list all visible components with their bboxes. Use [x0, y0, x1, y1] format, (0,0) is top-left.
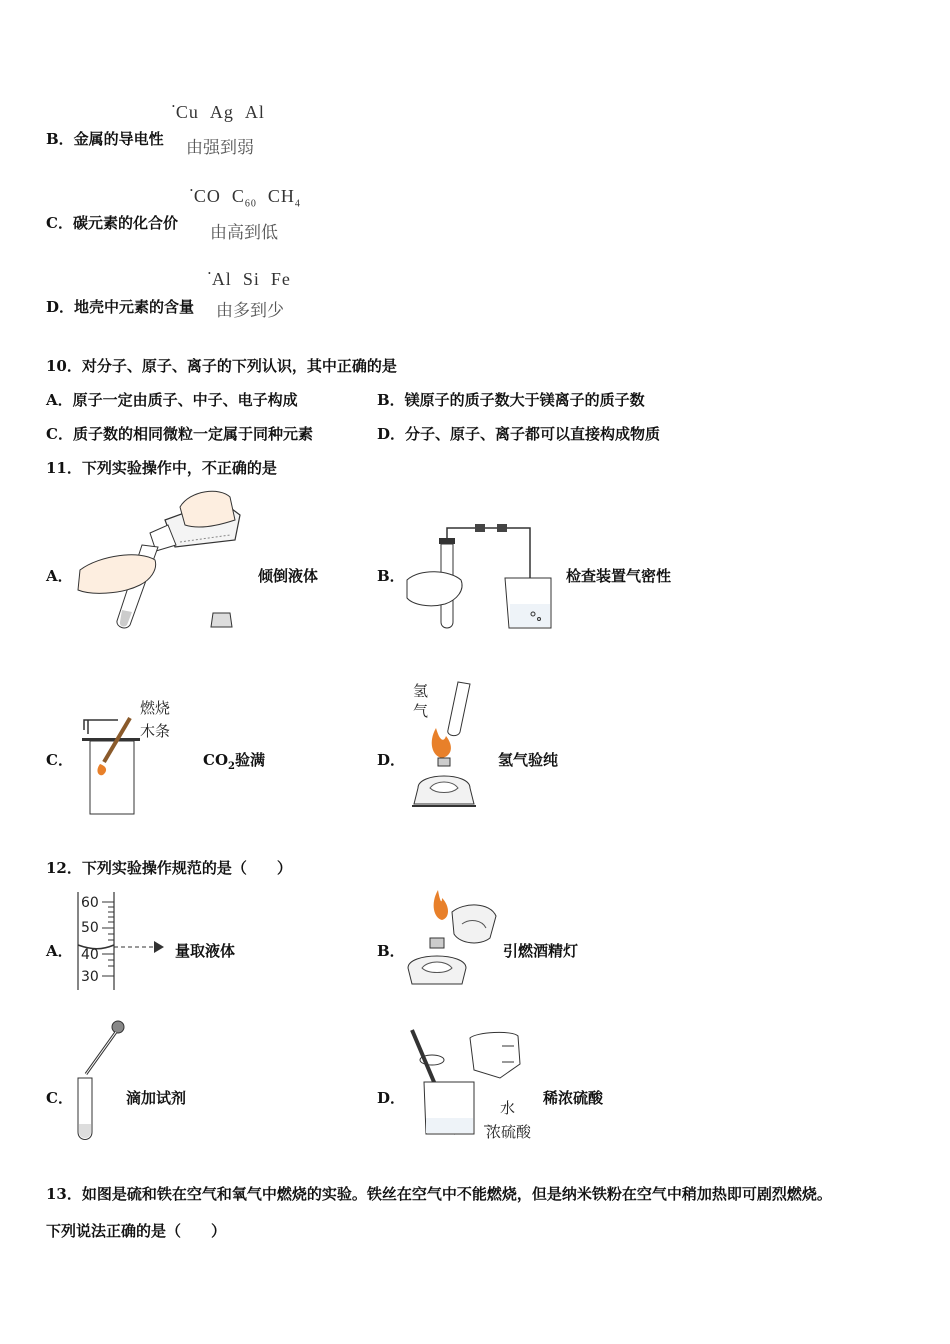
q9c-scale: •CO $C_{60}$ $CH_4$: [190, 186, 301, 210]
q12-d-caption: 稀浓硫酸: [543, 1089, 604, 1107]
q9d-item1: Al: [211, 269, 232, 289]
q12-c-letter: C．: [46, 1089, 73, 1107]
q11-c-caption-post: 验满: [234, 751, 265, 769]
q10-option-a: A．原子一定由质子、中子、电子构成: [46, 391, 298, 409]
q9c-sub2: 4: [294, 198, 301, 210]
q12-a-caption: 量取液体: [175, 942, 236, 960]
q9b-item3: Al: [244, 102, 265, 122]
q9c-order: 由高到低: [210, 223, 278, 243]
q11-d-letter: D．: [377, 751, 406, 769]
q12-stem: 12．下列实验操作规范的是（ ）: [46, 859, 292, 877]
q9b-scale: •Cu Ag Al: [172, 102, 265, 122]
q12-d-fig-water: 水: [500, 1099, 516, 1117]
q11-d-caption: 氢气验纯: [498, 751, 559, 769]
q9b-label: B．金属的导电性: [46, 130, 164, 148]
q12-a-letter: A．: [46, 942, 73, 960]
q12-d-letter: D．: [377, 1089, 406, 1107]
q9d-item3: Fe: [270, 269, 291, 289]
q9d-scale: •Al Si Fe: [208, 269, 291, 289]
q9d-label: D．地壳中元素的含量: [46, 298, 195, 316]
q11-stem: 11．下列实验操作中，不正确的是: [46, 459, 277, 477]
q11-a-letter: A．: [46, 567, 73, 585]
q11-a-caption: 倾倒液体: [258, 567, 319, 585]
q9b-item1: Cu: [175, 102, 199, 122]
q11-c-letter: C．: [46, 751, 73, 769]
lighting-alcohol-lamp-illustration: [404, 886, 504, 992]
q11-c-fig-label2: 木条: [140, 722, 171, 740]
q13-line2: 下列说法正确的是（ ）: [46, 1222, 227, 1240]
co2-collection-bottle-illustration: [78, 710, 148, 818]
q12-d-fig-acid: 浓硫酸: [486, 1123, 532, 1141]
airtightness-check-illustration: [405, 520, 565, 635]
q11-c-fig-label1: 燃烧: [140, 699, 171, 717]
dropper-test-tube-illustration: [72, 1018, 132, 1144]
q11-c-caption: [203, 749, 265, 772]
q10-option-d: D．分子、原子、离子都可以直接构成物质: [377, 425, 661, 443]
q11-c-caption-sub: 2: [228, 761, 235, 772]
pouring-liquid-illustration: [70, 485, 250, 635]
q10-option-c: C．质子数的相同微粒一定属于同种元素: [46, 425, 313, 443]
q12-b-letter: B．: [377, 942, 405, 960]
q9c-item1: CO: [193, 186, 221, 206]
q9c-sub1: 60: [244, 198, 257, 210]
q12-a-tick-30: 30: [81, 969, 99, 985]
q11-c-caption-pre: CO: [203, 751, 229, 769]
q9b-item2: Ag: [209, 102, 234, 122]
q13-line1: 13．如图是硫和铁在空气和氧气中燃烧的实验。铁丝在空气中不能燃烧，但是纳米铁粉在空气中稍加热即可剧烈燃烧。: [46, 1185, 832, 1203]
q9c-item2: C: [231, 186, 245, 206]
q11-b-letter: B．: [377, 567, 405, 585]
q11-d-fig-label2: 气: [413, 702, 429, 720]
q12-a-tick-60: 60: [81, 895, 99, 911]
q11-b-caption: 检查装置气密性: [566, 567, 672, 585]
q9b-order: 由强到弱: [186, 138, 254, 158]
q12-a-tick-40: 40: [81, 947, 99, 963]
q10-stem: 10．对分子、原子、离子的下列认识，其中正确的是: [46, 357, 397, 375]
q9c-label: C．碳元素的化合价: [46, 214, 178, 232]
q12-b-caption: 引燃酒精灯: [503, 942, 579, 960]
q9d-order: 由多到少: [216, 301, 284, 321]
q9c-item3: CH: [267, 186, 295, 206]
q11-d-fig-label1: 氢: [413, 682, 429, 700]
q10-option-b: B．镁原子的质子数大于镁离子的质子数: [377, 391, 645, 409]
q12-c-caption: 滴加试剂: [126, 1089, 187, 1107]
hydrogen-purity-test-illustration: [408, 676, 488, 812]
q12-a-tick-50: 50: [81, 920, 99, 936]
q9d-item2: Si: [242, 269, 260, 289]
